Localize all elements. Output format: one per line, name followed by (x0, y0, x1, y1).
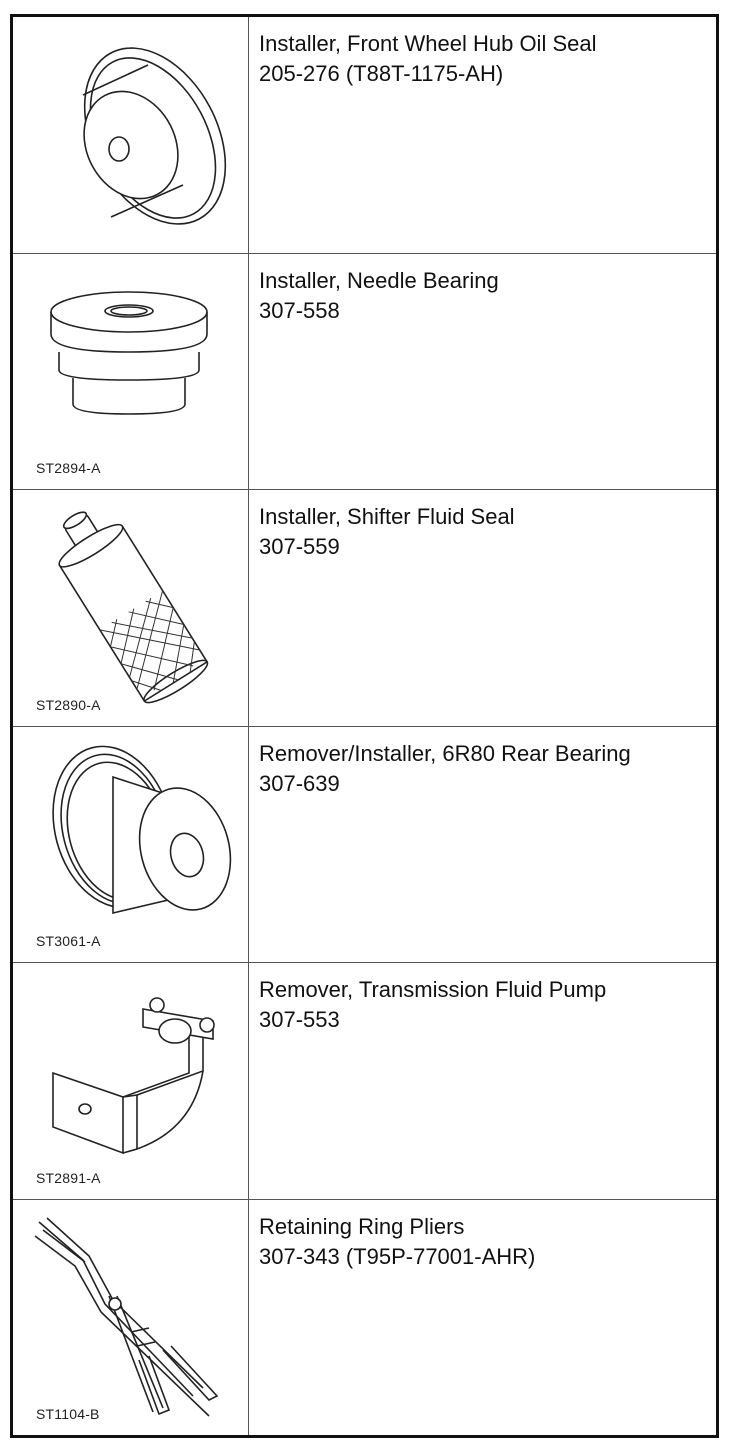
tool-image-cell (13, 490, 249, 726)
fluid-pump-remover-icon (13, 963, 249, 1199)
tool-image-code: ST2891-A (36, 1169, 101, 1186)
tool-name: Installer, Needle Bearing (259, 267, 499, 293)
tool-name: Remover, Transmission Fluid Pump (259, 977, 607, 1002)
tool-text-cell (249, 963, 716, 1199)
tool-text-cell (249, 727, 716, 963)
tool-number: 205-276 (T88T-1175-AH) (259, 61, 504, 86)
tool-number: 307-559 (259, 534, 340, 559)
oil-seal-installer-icon (13, 17, 249, 253)
tool-row (13, 1200, 716, 1436)
tool-image-cell (13, 17, 249, 253)
tool-text-cell (249, 490, 716, 726)
retaining-ring-pliers-icon (13, 1200, 249, 1436)
tool-number: 307-553 (259, 1007, 340, 1032)
tool-row (13, 963, 716, 1200)
shifter-seal-installer-icon (13, 490, 249, 726)
tool-image-code: ST3061-A (36, 933, 101, 949)
tool-number: 307-639 (259, 770, 340, 796)
tool-image-cell (13, 1200, 249, 1436)
tool-name: Installer, Shifter Fluid Seal (259, 504, 515, 529)
special-tools-table (10, 14, 719, 1438)
tool-row (13, 727, 716, 964)
tool-row (13, 17, 716, 254)
tool-image-code: ST2890-A (36, 696, 101, 713)
tool-name: Remover/Installer, 6R80 Rear Bearing (259, 740, 631, 766)
tool-image-cell (13, 254, 249, 490)
tool-image-code: ST2894-A (36, 460, 101, 476)
tool-number: 307-558 (259, 297, 340, 323)
tool-row (13, 254, 716, 491)
tool-row (13, 490, 716, 727)
tool-name: Retaining Ring Pliers (259, 1213, 465, 1239)
tool-text-cell (249, 254, 716, 490)
needle-bearing-installer-icon (13, 254, 249, 490)
tool-text-cell (249, 1200, 716, 1436)
tool-name: Installer, Front Wheel Hub Oil Seal (259, 31, 597, 56)
rear-bearing-tool-icon (13, 727, 249, 963)
tool-number: 307-343 (T95P-77001-AHR) (259, 1243, 536, 1269)
tool-image-code: ST1104-B (36, 1406, 100, 1422)
tool-image-cell (13, 963, 249, 1199)
tool-image-cell (13, 727, 249, 963)
tool-text-cell (249, 17, 716, 253)
